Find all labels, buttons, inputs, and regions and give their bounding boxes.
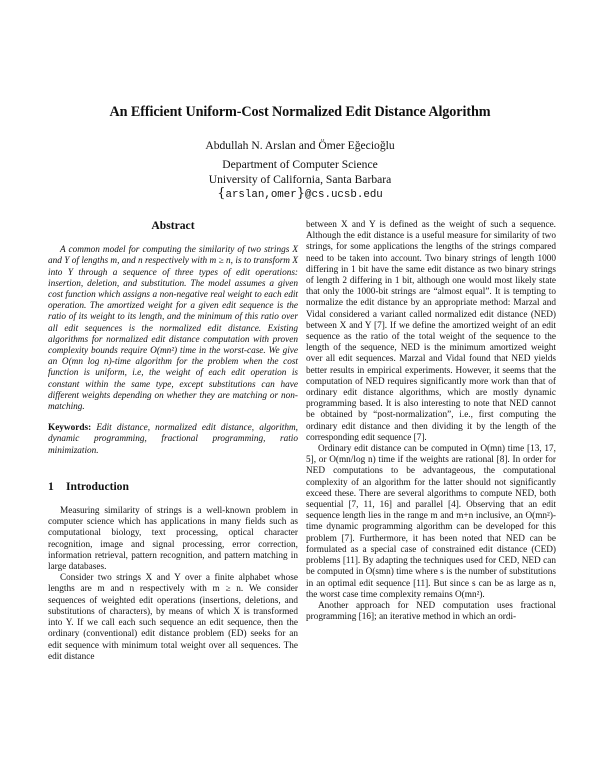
intro-paragraph-1: Measuring similarity of strings is a well-known problem in computer science which has applications in many fields such as computational biology, text processing, optical character recognition, image and signal processing, error correction, information retrieval, pattern recognition, and pattern matching in large databases. <box>48 506 298 573</box>
abstract-text: A common model for computing the similarity of two strings X and Y of lengths m, and n respectively with m ≥ n, is to transform X into Y through a sequence of three types of edit operations: insertion, deletion, and substitution. The model assumes a given cost function which assigns a non-negative real weight to each edit operation. The amortized weight for a given edit sequence is the ratio of its weight to its length, and the minimum of this ratio over all edit sequences is the normalized edit distance. Existing algorithms for normalized edit distance computation with proven complexity bounds require O(mn²) time in the worst-case. We give an O(mn log n)-time algorithm for the problem when the cost function is uniform, i.e, the weight of each edit operation is constant within the same type, except substitutions can have different weights depending on whether they are matching or non-matching. <box>48 245 298 413</box>
right-column <box>306 220 556 623</box>
email-users: arslan,omer <box>225 189 297 202</box>
right-paragraph-1: between X and Y is defined as the weight of such a sequence. Although the edit distance is a useful measure for similarity of two strings, for some applications the lengths of the strings compared need to be taken into account. Two binary strings of length 1000 differing in 1 bit have the same edit distance as two binary strings of length 2 differing in 1 bit, although one would most likely state that only the 1000-bit strings are “almost equal”. It is tempting to normalize the edit distance by an appropriate method: Marzal and Vidal considered a variant called normalized edit distance (NED) between X and Y [7]. If we define the amortized weight of an edit sequence as the ratio of the total weight of the sequence to the length of the sequence, NED is the minimum amortized weight over all edit sequences. Marzal and Vidal found that NED yields better results in empirical experiments. However, it seems that the computation of NED requires significantly more work than that of ordinary edit distance algorithms, which are mostly dynamic programming based. It is also interesting to note that NED cannot be obtained by “post-normalization”, i.e., first computing the ordinary edit distance and then dividing it by the length of the corresponding edit sequence [7]. <box>306 220 556 443</box>
keywords-label: Keywords: <box>48 423 92 434</box>
affiliation-block <box>0 158 600 203</box>
left-column <box>48 220 298 663</box>
email-domain: @cs.ucsb.edu <box>305 189 383 202</box>
section-heading-introduction <box>48 481 298 492</box>
paper-title: An Efficient Uniform-Cost Normalized Edit Distance Algorithm <box>109 104 491 120</box>
keywords <box>48 423 298 457</box>
abstract-heading: Abstract <box>151 219 195 232</box>
intro-paragraph-2: Consider two strings X and Y over a finite alphabet whose lengths are m and n respectively with m ≥ n. We consider sequences of weighted edit operations (insertions, deletions, and substitutions of characters), by means of which X is transformed into Y. If we call each such sequence an edit sequence, then the ordinary (conventional) edit distance problem (ED) seeks for an edit sequence with minimum total weight over all sequences. The edit distance <box>48 573 298 662</box>
university: University of California, Santa Barbara <box>208 172 392 186</box>
email: {arslan,omer}@cs.ucsb.edu <box>217 186 383 202</box>
paper-authors: Abdullah N. Arslan and Ömer Eğecioğlu <box>205 139 395 152</box>
right-paragraph-2: Ordinary edit distance can be computed in O(mn) time [13, 17, 5], or O(mn/log n) time if the weights are rational [8]. In order for NED computations to be advantageous, the computational complexity of an algorithm for the latter should not significantly exceed these. There are several algorithms to compute NED, both sequential [7, 11, 16] and parallel [4]. Observing that an edit sequence length lies in the range m and m+n inclusive, an O(mn²)-time dynamic programming algorithm can be developed for this problem [7]. Furthermore, it has been noted that NED can be formulated as a special case of constrained edit distance (CED) problems [11]. By adapting the techniques used for CED, NED can be computed in O(smn) time where s is the number of substitutions in an optimal edit sequence [11]. But since s can be as large as n, the worst case time complexity remains O(mn²). <box>306 444 556 600</box>
right-paragraph-3: Another approach for NED computation uses fractional programming [16]; an iterative method in which an ordi- <box>306 600 556 623</box>
section-title: Introduction <box>66 479 129 493</box>
department: Department of Computer Science <box>222 158 378 171</box>
section-number: 1 <box>48 479 54 493</box>
keywords-text: Edit distance, normalized edit distance, algorithm, dynamic programming, fractional programming, ratio minimization. <box>48 423 298 456</box>
